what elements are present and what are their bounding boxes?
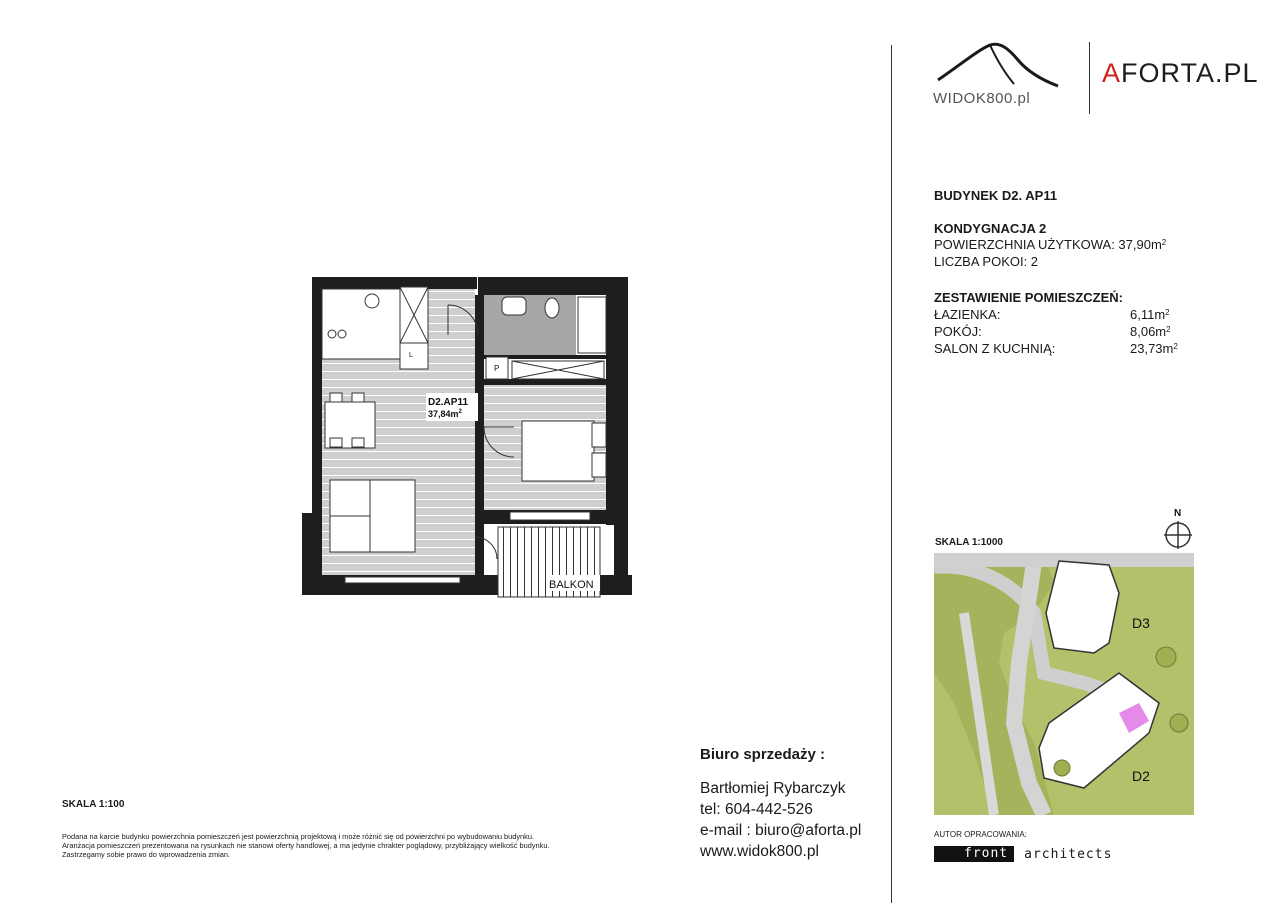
room-area-sup: 2 [1166, 325, 1171, 334]
room-name: POKÓJ: [934, 324, 982, 339]
plan-scale: SKALA 1:100 [62, 799, 125, 810]
vertical-divider [891, 45, 892, 903]
aforta-logo-prefix: A [1102, 58, 1122, 88]
floor-plan [300, 275, 635, 600]
architects-logo-text: architects [1024, 846, 1113, 862]
usable-area-sup: 2 [1161, 238, 1167, 247]
footnote-line: Podana na karcie budynku powierzchnia pomieszczeń jest powierzchnią projektową i może różnić się od powierzchni po wybudowaniu budynku. [62, 832, 535, 841]
aforta-logo [1102, 58, 1259, 89]
balcony-label: BALKON [549, 579, 594, 591]
usable-area [934, 237, 1166, 253]
room-name: ŁAZIENKA: [934, 307, 1001, 322]
room-area [1130, 324, 1171, 340]
fridge-label: L [409, 352, 413, 359]
site-map [934, 553, 1194, 815]
room-area [1130, 341, 1178, 357]
sales-email[interactable]: e-mail : biuro@aforta.pl [700, 822, 862, 839]
footnote [62, 832, 582, 859]
widok-logo-text: WIDOK800.pl [933, 90, 1031, 107]
floor-label: KONDYGNACJA 2 [934, 221, 1047, 236]
rooms-count: LICZBA POKOI: 2 [934, 254, 1039, 269]
room-area-sup: 2 [1173, 342, 1178, 351]
footnote-line: Zastrzegamy sobie prawo do wprowadzenia zmian. [62, 850, 231, 859]
logo-separator [1089, 42, 1090, 114]
bathroom-floor [484, 295, 576, 355]
unit-id-label: D2.AP11 [428, 397, 469, 408]
building-title: BUDYNEK D2. AP11 [934, 188, 1058, 203]
rooms-header: ZESTAWIENIE POMIESZCZEŃ: [934, 290, 1123, 305]
room-area-sup: 2 [1165, 308, 1170, 317]
usable-area-text: POWIERZCHNIA UŻYTKOWA: 37,90m [934, 237, 1162, 252]
room-area-value: 23,73m [1130, 341, 1174, 356]
sales-name: Bartłomiej Rybarczyk [700, 780, 846, 797]
room-area [1130, 307, 1170, 323]
sales-website[interactable]: www.widok800.pl [700, 843, 819, 860]
building-d3-label: D3 [1132, 615, 1150, 631]
north-label: N [1174, 508, 1182, 519]
front-logo-text: front [934, 846, 1014, 862]
author-label: AUTOR OPRACOWANIA: [934, 830, 1027, 839]
sales-phone[interactable]: tel: 604-442-526 [700, 801, 813, 818]
building-d2-label: D2 [1132, 768, 1150, 784]
unit-area-sup: 2 [458, 409, 462, 415]
room-area-value: 6,11m [1130, 307, 1166, 322]
footnote-line: Aranżacja pomieszczeń prezentowana na rysunkach nie stanowi oferty handlowej, a ma jedynie chrakter poglądowy, przybliżający wielkość budynku. [62, 841, 550, 850]
unit-area-label [428, 409, 463, 419]
north-arrow-icon [1160, 505, 1196, 551]
room-name: SALON Z KUCHNIĄ: [934, 341, 1056, 356]
closet-label: P [494, 364, 500, 373]
sales-office-title: Biuro sprzedaży : [700, 746, 826, 763]
room-area-value: 8,06m [1130, 324, 1167, 339]
sales-contact [700, 778, 861, 862]
front-architects-logo [934, 846, 1112, 862]
unit-area-value: 37,84m [428, 409, 459, 419]
aforta-logo-text: FORTA.PL [1121, 58, 1259, 88]
site-map-scale: SKALA 1:1000 [935, 537, 1003, 548]
building-d3 [1046, 561, 1119, 653]
